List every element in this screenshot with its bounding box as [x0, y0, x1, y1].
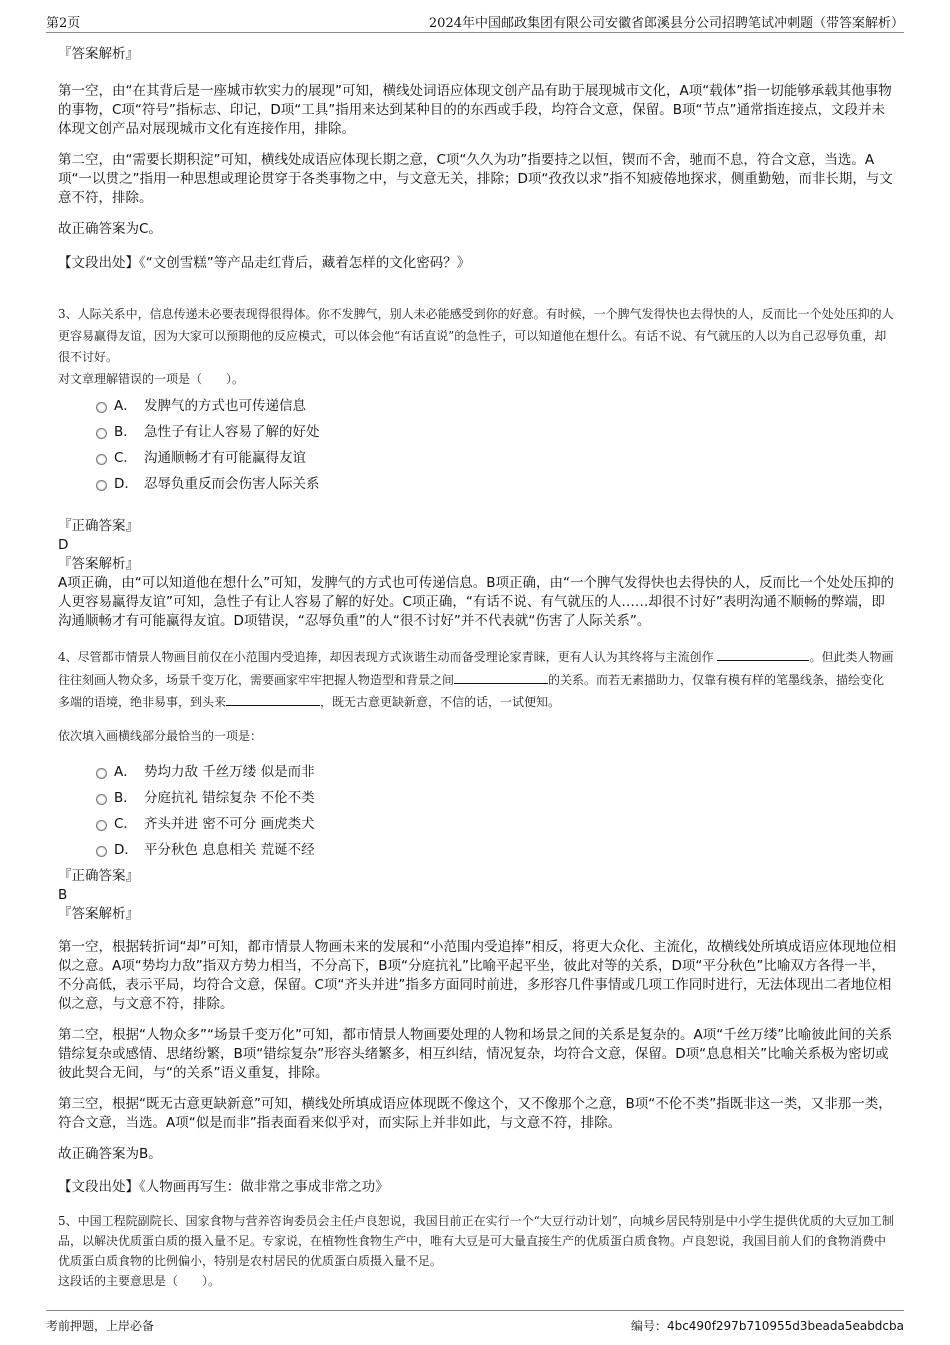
q4-option-d[interactable]: D． 平分秋色 息息相关 荒诞不经	[96, 837, 896, 863]
q4-analysis-p2: 第二空，根据“人物众多”“场景千变万化”可知，都市情景人物画要处理的人物和场景之间的关系是复杂的。A项“千丝万缕”比喻彼此间的关系错综复杂或感情、思绪纷繁，B项“错综复杂”形容头绪繁多，相互纠结，情况复杂，均符合文意，保留。D项“息息相关”比喻关系极为密切或彼此契合无间，与“的关系”语义重复，排除。	[58, 1027, 893, 1081]
q5-stem: 5、中国工程院副院长、国家食物与营养咨询委员会主任卢良恕说，我国目前正在实行一个“大豆行动计划”，向城乡居民特别是中小学生提供优质的大豆加工制品，以解决优质蛋白质的摄入量不足。专家说，在植物性食物生产中，唯有大豆是可大量直接生产的优质蛋白质食物。卢良恕说，我国目前人们的食物消费中优质蛋白质食物的比例偏小，特别是农村居民的优质蛋白质摄入量不足。	[58, 1214, 894, 1268]
radio-icon[interactable]	[96, 846, 107, 857]
radio-icon[interactable]	[96, 428, 107, 439]
q2-analysis-p2: 第二空，由“需要长期积淀”可知，横线处成语应体现长期之意，C项“久久为功”指要持之以恒，锲而不舍，驰而不息，符合文意，当选。A项“一以贯之”指用一种思想或理论贯穿于各类事物之中，与文意无关，排除；D项“孜孜以求”指不知疲倦地探求，侧重勤勉，而非长期，与文意不符，排除。	[58, 152, 893, 206]
q4-option-a[interactable]: A． 势均力敌 千丝万缕 似是而非	[96, 759, 896, 785]
radio-icon[interactable]	[96, 402, 107, 413]
q2-analysis-p1: 第一空，由“在其背后是一座城市软实力的展现”可知，横线处词语应体现文创产品有助于展现城市文化，A项“载体”指一切能够承载其他事物的事物，C项“符号”指标志、印记，D项“工具”指用来达到某种目的的东西或手段，均符合文意，保留。B项“节点”通常指连接点，文段并未体现文创产品对展现城市文化有连接作用，排除。	[58, 83, 892, 137]
q3-correct-label: 『正确答案』	[58, 518, 139, 534]
radio-icon[interactable]	[96, 480, 107, 491]
q4-source: 【文段出处】《人物画再写生：做非常之事成非常之功》	[58, 1179, 389, 1195]
q4-option-b[interactable]: B． 分庭抗礼 错综复杂 不伦不类	[96, 785, 896, 811]
document-id: 编号：4bc490f297b710955d3beada5eabdcba	[630, 1319, 904, 1333]
footer-slogan: 考前押题，上岸必备	[46, 1319, 155, 1333]
q4-conclusion: 故正确答案为B。	[58, 1146, 162, 1162]
q4-analysis-label: 『答案解析』	[58, 906, 139, 922]
q3-option-a[interactable]: A． 发脾气的方式也可传递信息	[96, 393, 896, 419]
page-footer	[46, 1310, 904, 1339]
q2-source: 【文段出处】《“文创雪糕”等产品走红背后，藏着怎样的文化密码？》	[58, 255, 471, 271]
q4-analysis-p3: 第三空，根据“既无古意更缺新意”可知，横线处所填成语应体现既不像这个，又不像那个之意，B项“不伦不类”指既非这一类，又非那一类，符合文意，当选。A项“似是而非”指表面看来似乎对，而实际上并非如此，与文意不符，排除。	[58, 1096, 892, 1131]
q4-analysis-p1: 第一空，根据转折词“却”可知，都市情景人物画未来的发展和“小范围内受追捧”相反，将更大众化、主流化，故横线处所填成语应体现地位相似之意。A项“势均力敌”指双方势力相当，不分高下，B项“分庭抗礼”比喻平起平坐，彼此对等的关系，D项“平分秋色”比喻双方各得一半，不分高低，表示平局，均符合文意，保留。C项“齐头并进”指多方面同时前进，多形容几件事情或几项工作同时进行，无法体现出二者地位相似之意，与文意不符，排除。	[58, 939, 896, 1012]
q3-analysis: A项正确，由“可以知道他在想什么”可知，发脾气的方式也可传递信息。B项正确，由“一个脾气发得快也去得快的人，反而比一个处处压抑的人更容易赢得友谊”可知，急性子有让人容易了解的好处。C项正确，“有话不说、有气就压的人……却很不讨好”表明沟通不顺畅的弊端，即沟通顺畅才有可能赢得友谊。D项错误，“忍辱负重”的人“很不讨好”并不代表就“伤害了人际关系”。	[58, 575, 894, 629]
q4-option-c[interactable]: C． 齐头并进 密不可分 画虎类犬	[96, 811, 896, 837]
q3-correct-answer: D	[58, 537, 69, 553]
q3-stem: 3、人际关系中，信息传递未必要表现得很得体。你不发脾气，别人未必能感受到你的好意。有时候，一个脾气发得快也去得快的人，反而比一个处处压抑的人更容易赢得友谊，因为大家可以预期他的反应模式，可以体会他“有话直说”的急性子，可以知道他在想什么。有话不说、有气就压的人以为自己忍辱负重，却很不讨好。	[58, 307, 894, 364]
radio-icon[interactable]	[96, 794, 107, 805]
blank-3	[226, 691, 320, 706]
q4-prompt: 依次填入画横线部分最恰当的一项是：	[58, 728, 263, 743]
q3-analysis-label: 『答案解析』	[58, 556, 139, 572]
document-body	[58, 42, 896, 1291]
q4-options	[58, 759, 896, 863]
q3-options	[58, 393, 896, 497]
q3-prompt: 对文章理解错误的一项是（ ）。	[58, 371, 245, 386]
radio-icon[interactable]	[96, 820, 107, 831]
q4-correct-answer: B	[58, 887, 68, 903]
q5-prompt: 这段话的主要意思是（ ）。	[58, 1274, 221, 1288]
page-header	[46, 8, 904, 33]
q2-analysis-label: 『答案解析』	[58, 46, 139, 62]
radio-icon[interactable]	[96, 454, 107, 465]
radio-icon[interactable]	[96, 768, 107, 779]
q4-stem: 4、尽管都市情景人物画目前仅在小范围内受追捧，却因表现方式诙谐生动而备受理论家青睐，更有人认为其终将与主流创作 。但此类人物画往往刻画人物众多，场景千变万化，需要画家牢牢把握人物造型和背景之间 的关系。而若无素描助力，仅靠有模有样的笔墨线条，描绘变化多端的语境，绝非易事，到头来 ，既无古意更缺新意，不信的话，一试便知。	[58, 646, 896, 714]
q3-option-d[interactable]: D． 忍辱负重反而会伤害人际关系	[96, 471, 896, 497]
q2-conclusion: 故正确答案为C。	[58, 221, 162, 237]
q3-option-b[interactable]: B． 急性子有让人容易了解的好处	[96, 419, 896, 445]
blank-2	[454, 669, 548, 684]
q4-correct-label: 『正确答案』	[58, 868, 139, 884]
document-title: 2024年中国邮政集团有限公司安徽省郎溪县分公司招聘笔试冲刺题（带答案解析）	[428, 16, 904, 31]
page-number: 第2页	[46, 16, 81, 31]
blank-1	[717, 646, 809, 661]
q3-option-c[interactable]: C． 沟通顺畅才有可能赢得友谊	[96, 445, 896, 471]
